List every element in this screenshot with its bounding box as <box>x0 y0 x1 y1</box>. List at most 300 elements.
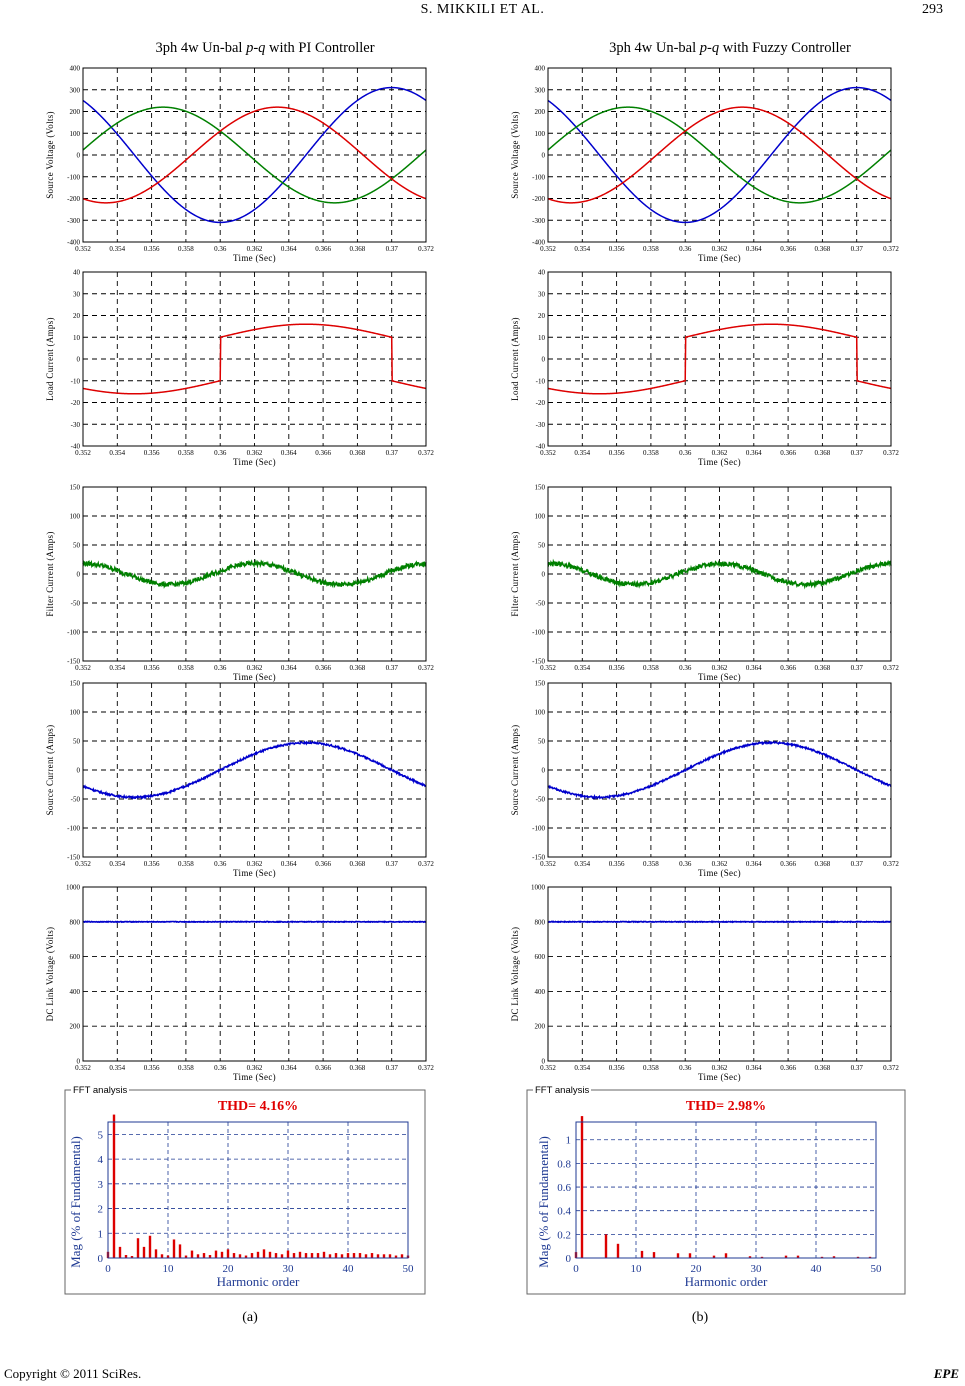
harmonic-bar <box>605 1234 607 1258</box>
x-tick-label: 0.354 <box>109 245 126 253</box>
harmonic-bar <box>353 1253 355 1258</box>
x-tick-label: 20 <box>222 1263 234 1275</box>
x-tick-label: 0.372 <box>883 860 899 868</box>
x-tick-label: 0.356 <box>608 245 625 253</box>
y-tick-label: 0.2 <box>557 1229 571 1242</box>
x-tick-label: 0.366 <box>780 1064 796 1072</box>
x-tick-label: 0.356 <box>608 664 625 672</box>
y-axis-label: Source Voltage (Volts) <box>510 111 520 199</box>
y-tick-label: -40 <box>535 442 545 451</box>
harmonic-bar <box>215 1251 217 1258</box>
x-tick-label: 0.364 <box>745 245 762 253</box>
fft-legend-label: FFT analysis <box>73 1085 128 1096</box>
harmonic-bar <box>239 1254 241 1258</box>
x-tick-label: 0.368 <box>814 449 831 457</box>
harmonic-bar <box>299 1252 301 1258</box>
harmonic-bar <box>173 1239 175 1258</box>
x-tick-label: 50 <box>402 1263 414 1275</box>
x-tick-label: 10 <box>630 1263 642 1275</box>
x-tick-label: 0.37 <box>850 245 863 253</box>
harmonic-bar <box>653 1252 655 1258</box>
y-tick-label: 0 <box>97 1253 103 1265</box>
harmonic-bar <box>347 1253 349 1258</box>
y-axis-label: DC Link Voltage (Volts) <box>510 926 520 1022</box>
x-tick-label: 0.364 <box>280 664 297 672</box>
x-tick-label: 0.37 <box>850 860 863 868</box>
x-tick-label: 0.352 <box>75 449 91 457</box>
x-tick-label: 0.354 <box>574 664 591 672</box>
x-tick-label: 0.358 <box>178 449 194 457</box>
y-tick-label: 800 <box>69 918 80 927</box>
x-tick-label: 0.364 <box>280 1064 297 1072</box>
x-tick-label: 0.362 <box>711 664 728 672</box>
x-tick-label: 0.354 <box>574 860 591 868</box>
harmonic-bar <box>371 1253 373 1258</box>
x-tick-label: 0.36 <box>214 449 227 457</box>
x-tick-label: 0.37 <box>850 1064 863 1072</box>
harmonic-bar <box>143 1247 145 1258</box>
x-tick-label: 0.352 <box>75 860 91 868</box>
x-tick-label: 0.37 <box>385 860 398 868</box>
x-tick-label: 0.352 <box>540 449 556 457</box>
y-tick-label: 20 <box>538 312 545 320</box>
harmonic-bar <box>155 1249 157 1258</box>
y-tick-label: -150 <box>67 657 80 666</box>
harmonic-bar <box>149 1236 151 1258</box>
y-tick-label: -20 <box>535 399 545 407</box>
y-tick-label: -200 <box>67 195 80 203</box>
harmonic-bar <box>311 1253 313 1258</box>
x-tick-label: 10 <box>162 1263 174 1275</box>
y-tick-label: -400 <box>67 238 80 247</box>
x-tick-label: 0.366 <box>780 449 796 457</box>
x-tick-label: 0.372 <box>883 1064 899 1072</box>
y-tick-label: -10 <box>70 377 80 386</box>
harmonic-bar <box>677 1253 679 1258</box>
x-tick-label: 0.358 <box>178 1064 194 1072</box>
y-tick-label: 0 <box>541 355 545 364</box>
x-tick-label: 0.358 <box>178 664 194 672</box>
x-tick-label: 0.364 <box>280 245 297 253</box>
y-axis-label: Filter Current (Amps) <box>45 531 55 617</box>
x-tick-label: 0.368 <box>349 860 366 868</box>
x-tick-label: 0.37 <box>385 245 398 253</box>
harmonic-bar <box>335 1253 337 1258</box>
harmonic-bar <box>641 1251 643 1258</box>
harmonic-bar <box>305 1253 307 1258</box>
x-tick-label: 0.368 <box>814 1064 831 1072</box>
running-header <box>0 0 965 24</box>
x-tick-label: 0.368 <box>349 245 366 253</box>
harmonic-bar <box>275 1253 277 1258</box>
x-tick-label: 0.372 <box>418 1064 434 1072</box>
x-tick-label: 0.352 <box>540 664 556 672</box>
x-tick-label: 30 <box>282 1263 294 1275</box>
y-tick-label: 100 <box>69 512 80 521</box>
x-tick-label: 0.37 <box>850 664 863 672</box>
y-axis-label: Source Current (Amps) <box>510 724 520 816</box>
y-tick-label: -30 <box>535 420 545 429</box>
x-tick-label: 0.36 <box>679 449 692 457</box>
x-tick-label: 0.37 <box>385 664 398 672</box>
series-line-0 <box>83 921 426 922</box>
y-axis-label: Load Current (Amps) <box>510 317 520 401</box>
y-tick-label: 100 <box>69 129 80 138</box>
running-head: S. MIKKILI ET AL. <box>420 2 545 17</box>
harmonic-bar <box>293 1253 295 1258</box>
x-tick-label: 0.358 <box>178 860 194 868</box>
y-tick-label: 0 <box>565 1253 571 1265</box>
y-tick-label: 150 <box>534 483 545 492</box>
x-tick-label: 0.358 <box>643 860 659 868</box>
y-tick-label: 0 <box>76 1057 80 1066</box>
source-voltage-chart-b <box>493 62 899 276</box>
column-a-title: 3ph 4w Un-bal p-q with PI Controller <box>155 40 375 56</box>
journal-abbrev: EPE <box>933 1366 959 1381</box>
x-axis-label: Time (Sec) <box>698 457 741 467</box>
x-tick-label: 0.362 <box>246 245 263 253</box>
x-tick-label: 0.36 <box>679 245 692 253</box>
y-tick-label: 2 <box>97 1203 103 1216</box>
y-tick-label: -200 <box>532 195 545 203</box>
harmonic-bar <box>119 1247 121 1258</box>
x-tick-label: 0.36 <box>214 1064 227 1072</box>
y-tick-label: 0.6 <box>557 1182 571 1195</box>
x-tick-label: 0.352 <box>540 245 556 253</box>
x-tick-label: 0.364 <box>280 449 297 457</box>
y-tick-label: 200 <box>69 108 80 116</box>
harmonic-bar <box>191 1251 193 1258</box>
series-line-0 <box>548 921 891 922</box>
y-tick-label: 100 <box>534 708 545 717</box>
x-tick-label: 0.36 <box>679 860 692 868</box>
y-tick-label: 30 <box>73 290 80 299</box>
x-axis-label: Time (Sec) <box>233 253 276 263</box>
x-tick-label: 0.364 <box>745 449 762 457</box>
harmonic-bar <box>233 1253 235 1258</box>
x-tick-label: 0.366 <box>315 664 331 672</box>
y-tick-label: 200 <box>534 1022 545 1031</box>
y-tick-label: -150 <box>532 657 545 666</box>
y-tick-label: 0 <box>541 1057 545 1066</box>
harmonic-bar <box>251 1253 253 1258</box>
y-tick-label: 0.8 <box>557 1158 571 1171</box>
filter-current-chart-a <box>28 481 434 695</box>
y-tick-label: 400 <box>69 987 80 996</box>
x-tick-label: 0.37 <box>385 1064 398 1072</box>
x-tick-label: 0 <box>573 1263 579 1275</box>
x-tick-label: 0.37 <box>850 449 863 457</box>
y-axis-label: Source Voltage (Volts) <box>45 111 55 199</box>
harmonic-bar <box>113 1115 115 1258</box>
x-tick-label: 0.372 <box>883 449 899 457</box>
x-tick-label: 0.364 <box>745 860 762 868</box>
y-tick-label: 800 <box>534 918 545 927</box>
x-tick-label: 0 <box>105 1263 111 1275</box>
x-tick-label: 0.366 <box>315 1064 331 1072</box>
dc-link-voltage-chart-a <box>28 881 434 1095</box>
y-tick-label: 0 <box>76 151 80 160</box>
x-tick-label: 0.352 <box>540 1064 556 1072</box>
x-tick-label: 0.356 <box>143 245 160 253</box>
x-tick-label: 0.372 <box>418 245 434 253</box>
x-tick-label: 0.368 <box>814 664 831 672</box>
x-tick-label: 20 <box>690 1263 702 1275</box>
x-tick-label: 0.366 <box>780 245 796 253</box>
y-tick-label: -300 <box>532 216 545 225</box>
x-axis-label: Harmonic order <box>684 1274 768 1289</box>
y-tick-label: -50 <box>70 599 80 608</box>
y-tick-label: 20 <box>73 312 80 320</box>
x-tick-label: 0.354 <box>574 449 591 457</box>
x-tick-label: 0.36 <box>214 860 227 868</box>
y-tick-label: 600 <box>69 953 80 962</box>
harmonic-bar <box>179 1244 181 1258</box>
harmonic-bar <box>263 1249 265 1258</box>
y-tick-label: 5 <box>97 1129 103 1142</box>
caption-a: (a) <box>242 1310 258 1325</box>
thd-label: THD= 2.98% <box>685 1099 767 1114</box>
harmonic-bar <box>725 1253 727 1258</box>
y-tick-label: -400 <box>532 238 545 247</box>
x-tick-label: 0.372 <box>418 664 434 672</box>
x-tick-label: 0.356 <box>608 449 625 457</box>
x-tick-label: 0.366 <box>315 245 331 253</box>
harmonic-bar <box>359 1253 361 1258</box>
y-tick-label: 50 <box>73 541 80 550</box>
x-tick-label: 0.364 <box>745 664 762 672</box>
fft-legend-label: FFT analysis <box>535 1085 590 1096</box>
x-tick-label: 40 <box>810 1263 822 1275</box>
x-tick-label: 0.358 <box>643 245 659 253</box>
x-tick-label: 0.364 <box>280 860 297 868</box>
x-tick-label: 0.352 <box>75 245 91 253</box>
x-tick-label: 0.372 <box>418 860 434 868</box>
y-tick-label: 100 <box>69 708 80 717</box>
source-voltage-chart-a <box>28 62 434 276</box>
y-tick-label: 150 <box>69 679 80 688</box>
x-axis-label: Harmonic order <box>216 1274 300 1289</box>
y-tick-label: -50 <box>535 795 545 804</box>
x-tick-label: 0.366 <box>780 860 796 868</box>
y-tick-label: -100 <box>532 173 545 182</box>
dc-link-voltage-chart-b <box>493 881 899 1095</box>
y-tick-label: -20 <box>70 399 80 407</box>
y-tick-label: 0 <box>76 570 80 579</box>
y-tick-label: -100 <box>532 824 545 833</box>
y-axis-label: Mag (% of Fundamental) <box>68 1136 83 1268</box>
x-tick-label: 0.354 <box>109 860 126 868</box>
y-tick-label: 1 <box>97 1228 103 1241</box>
y-axis-label: Source Current (Amps) <box>45 724 55 816</box>
y-tick-label: 50 <box>73 737 80 746</box>
source-current-chart-a <box>28 677 434 891</box>
harmonic-bar <box>161 1254 163 1258</box>
y-tick-label: -100 <box>67 628 80 637</box>
harmonic-bar <box>323 1252 325 1258</box>
load-current-chart-a <box>28 266 434 480</box>
harmonic-bar <box>341 1254 343 1258</box>
y-tick-label: 0 <box>541 151 545 160</box>
x-tick-label: 0.354 <box>109 449 126 457</box>
y-tick-label: -150 <box>532 853 545 862</box>
y-tick-label: -40 <box>70 442 80 451</box>
harmonic-bar <box>269 1252 271 1258</box>
y-tick-label: -100 <box>67 173 80 182</box>
harmonic-bar <box>617 1244 619 1258</box>
filter-current-chart-b <box>493 481 899 695</box>
harmonic-bar <box>581 1116 583 1258</box>
fft-analysis-b <box>526 1084 906 1296</box>
y-tick-label: 50 <box>538 541 545 550</box>
x-tick-label: 0.372 <box>883 664 899 672</box>
x-tick-label: 0.362 <box>711 449 728 457</box>
y-tick-label: 10 <box>538 333 545 342</box>
x-tick-label: 0.356 <box>143 664 160 672</box>
y-tick-label: 0 <box>76 355 80 364</box>
y-tick-label: 10 <box>73 333 80 342</box>
harmonic-bar <box>401 1254 403 1258</box>
y-tick-label: 200 <box>534 108 545 116</box>
harmonic-bar <box>317 1253 319 1258</box>
harmonic-bar <box>287 1251 289 1258</box>
y-tick-label: 1000 <box>66 883 80 892</box>
x-axis-label: Time (Sec) <box>698 1072 741 1082</box>
harmonic-bar <box>329 1254 331 1258</box>
x-tick-label: 0.352 <box>75 664 91 672</box>
harmonic-bar <box>389 1254 391 1258</box>
harmonic-bar <box>203 1253 205 1258</box>
x-tick-label: 0.36 <box>214 245 227 253</box>
x-tick-label: 0.368 <box>814 860 831 868</box>
x-axis-label: Time (Sec) <box>698 672 741 682</box>
x-tick-label: 0.368 <box>349 1064 366 1072</box>
x-tick-label: 0.362 <box>711 1064 728 1072</box>
x-axis-label: Time (Sec) <box>698 253 741 263</box>
x-tick-label: 0.358 <box>178 245 194 253</box>
x-tick-label: 0.356 <box>143 860 160 868</box>
x-tick-label: 0.366 <box>315 449 331 457</box>
y-tick-label: 40 <box>73 268 80 277</box>
y-axis-label: Mag (% of Fundamental) <box>536 1136 551 1268</box>
x-tick-label: 0.37 <box>385 449 398 457</box>
fft-analysis-a <box>64 1084 426 1296</box>
y-tick-label: 400 <box>69 64 80 73</box>
y-tick-label: 600 <box>534 953 545 962</box>
x-axis-label: Time (Sec) <box>233 868 276 878</box>
x-tick-label: 0.352 <box>75 1064 91 1072</box>
x-tick-label: 0.368 <box>349 449 366 457</box>
x-tick-label: 0.368 <box>814 245 831 253</box>
y-tick-label: -30 <box>70 420 80 429</box>
x-tick-label: 0.352 <box>540 860 556 868</box>
y-tick-label: -150 <box>67 853 80 862</box>
y-tick-label: 300 <box>69 86 80 95</box>
y-axis-label: Load Current (Amps) <box>45 317 55 401</box>
harmonic-bar <box>221 1252 223 1258</box>
y-tick-label: 150 <box>534 679 545 688</box>
copyright-text: Copyright © 2011 SciRes. <box>4 1366 142 1381</box>
page-number: 293 <box>922 2 943 17</box>
x-tick-label: 0.354 <box>109 1064 126 1072</box>
y-tick-label: 0 <box>541 766 545 775</box>
x-axis-label: Time (Sec) <box>233 672 276 682</box>
x-tick-label: 0.356 <box>608 860 625 868</box>
y-tick-label: 0.4 <box>557 1205 571 1218</box>
thd-label: THD= 4.16% <box>217 1099 299 1114</box>
y-tick-label: 3 <box>97 1178 103 1191</box>
x-tick-label: 0.362 <box>246 449 263 457</box>
x-tick-label: 50 <box>870 1263 882 1275</box>
y-tick-label: 400 <box>534 64 545 73</box>
harmonic-bar <box>377 1254 379 1258</box>
x-tick-label: 0.356 <box>143 1064 160 1072</box>
y-tick-label: 300 <box>534 86 545 95</box>
x-tick-label: 0.36 <box>679 1064 692 1072</box>
column-b-title: 3ph 4w Un-bal p-q with Fuzzy Controller <box>609 40 851 56</box>
x-tick-label: 0.362 <box>711 245 728 253</box>
caption-b: (b) <box>691 1310 709 1325</box>
x-tick-label: 0.362 <box>246 1064 263 1072</box>
x-tick-label: 0.354 <box>109 664 126 672</box>
x-tick-label: 0.366 <box>780 664 796 672</box>
load-current-chart-b <box>493 266 899 480</box>
y-tick-label: 40 <box>538 268 545 277</box>
x-tick-label: 0.358 <box>643 449 659 457</box>
y-tick-label: -10 <box>535 377 545 386</box>
harmonic-bar <box>281 1254 283 1258</box>
x-axis-label: Time (Sec) <box>233 1072 276 1082</box>
harmonic-bar <box>137 1238 139 1258</box>
x-tick-label: 0.358 <box>643 664 659 672</box>
y-tick-label: 400 <box>534 987 545 996</box>
x-tick-label: 0.362 <box>246 860 263 868</box>
harmonic-bar <box>689 1253 691 1258</box>
y-tick-label: 0 <box>76 766 80 775</box>
y-tick-label: 30 <box>538 290 545 299</box>
y-tick-label: -100 <box>532 628 545 637</box>
harmonic-bar <box>197 1254 199 1258</box>
harmonic-bar <box>383 1254 385 1258</box>
harmonic-bar <box>257 1252 259 1258</box>
x-tick-label: 0.354 <box>574 1064 591 1072</box>
x-tick-label: 0.372 <box>883 245 899 253</box>
x-tick-label: 0.36 <box>214 664 227 672</box>
x-tick-label: 0.362 <box>246 664 263 672</box>
x-tick-label: 0.366 <box>315 860 331 868</box>
x-tick-label: 0.368 <box>349 664 366 672</box>
x-tick-label: 40 <box>342 1263 354 1275</box>
y-tick-label: 150 <box>69 483 80 492</box>
harmonic-bar <box>365 1254 367 1258</box>
x-axis-label: Time (Sec) <box>698 868 741 878</box>
y-tick-label: -50 <box>535 599 545 608</box>
y-tick-label: 0 <box>541 570 545 579</box>
y-tick-label: 1 <box>565 1134 571 1147</box>
harmonic-bar <box>227 1249 229 1258</box>
x-tick-label: 30 <box>750 1263 762 1275</box>
y-axis-label: DC Link Voltage (Volts) <box>45 926 55 1022</box>
x-tick-label: 0.36 <box>679 664 692 672</box>
x-tick-label: 0.356 <box>608 1064 625 1072</box>
y-tick-label: 200 <box>69 1022 80 1031</box>
source-current-chart-b <box>493 677 899 891</box>
y-tick-label: -100 <box>67 824 80 833</box>
x-tick-label: 0.364 <box>745 1064 762 1072</box>
y-tick-label: 100 <box>534 512 545 521</box>
y-tick-label: 4 <box>97 1154 103 1167</box>
x-tick-label: 0.358 <box>643 1064 659 1072</box>
